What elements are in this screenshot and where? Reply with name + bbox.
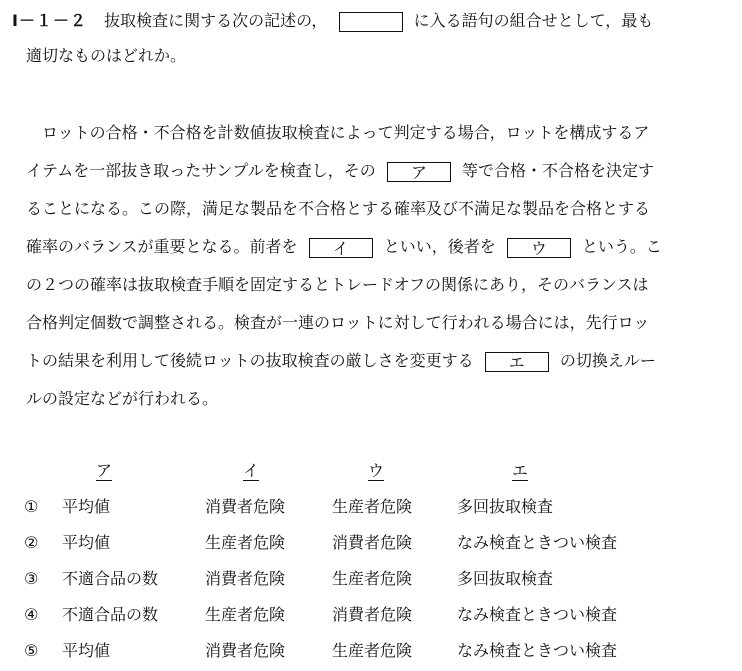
passage-text: 合格判定個数で調整される。検査が一連のロットに対して行われる場合には，先行ロッ [26,313,650,332]
choice-2-number[interactable]: ② [24,533,39,552]
choice-3-e: 多回抜取検査 [457,569,554,588]
passage-text: という。こ [581,237,662,256]
blank-u-box: ウ [507,238,571,258]
header-i: イ [243,461,260,480]
passage-line-2 [26,160,654,182]
passage-line-7 [26,350,656,372]
question-prompt-line2: 適切なものはどれか。 [26,46,187,65]
choice-4-a: 不適合品の数 [62,605,159,624]
passage-line-6 [26,312,649,334]
passage-line-3 [26,198,650,220]
passage-text: ロットの合格・不合格を計数値抜取検査によって判定する場合，ロットを構成するア [42,123,650,142]
passage-text: といい，後者を [383,237,496,256]
choice-4-u: 消費者危険 [332,605,413,624]
choice-3-number[interactable]: ③ [24,569,39,588]
question-line-2 [26,45,186,67]
header-e: エ [512,461,529,480]
header-a: ア [96,461,113,480]
blank-e-box: エ [485,352,549,372]
blank-box-empty [339,12,403,32]
passage-text: の２つの確率は抜取検査手順を固定するとトレードオフの関係にあり，そのバランスは [26,275,649,294]
choice-4-e: なみ検査ときつい検査 [457,605,618,624]
choice-3-u: 生産者危険 [332,569,413,588]
choice-1-a: 平均値 [62,497,111,516]
passage-text: イテムを一部抜き取ったサンプルを検査し，その [26,161,376,180]
choice-5-e: なみ検査ときつい検査 [457,641,618,660]
passage-text: トの結果を利用して後続ロットの抜取検査の厳しさを変更する [26,351,474,370]
passage-text: 等で合格・不合格を決定す [461,161,654,180]
question-prompt-end: に入る語句の組合せとして，最も [413,11,654,30]
choice-2-i: 生産者危険 [205,533,286,552]
choice-2-u: 消費者危険 [332,533,413,552]
choice-5-number[interactable]: ⑤ [24,641,39,660]
choice-3-i: 消費者危険 [205,569,286,588]
passage-text: の切換えルー [559,351,656,370]
passage-line-4 [26,236,662,258]
blank-i-box: イ [309,238,373,258]
passage-text: 確率のバランスが重要となる。前者を [26,237,298,256]
choice-5-i: 消費者危険 [205,641,286,660]
passage-line-1 [42,122,649,144]
choice-2-a: 平均値 [62,533,111,552]
choice-5-a: 平均値 [62,641,111,660]
passage-line-8 [26,388,218,410]
passage-text: ることになる。この際，満足な製品を不合格とする確率及び不満足な製品を合格とする [26,199,651,218]
choice-4-number[interactable]: ④ [24,605,39,624]
choice-3-a: 不適合品の数 [62,569,159,588]
passage-line-5 [26,274,649,296]
choice-1-u: 生産者危険 [332,497,413,516]
choice-4-i: 生産者危険 [205,605,286,624]
question-prompt-start: 抜取検査に関する次の記述の， [104,11,328,30]
blank-a-box: ア [387,162,451,182]
choice-1-e: 多回抜取検査 [457,497,554,516]
question-number: Ⅰ－１－２ [12,11,87,30]
header-u: ウ [368,461,385,480]
choice-1-i: 消費者危険 [205,497,286,516]
question-line-1 [12,10,653,32]
choice-1-number[interactable]: ① [24,497,39,516]
choice-2-e: なみ検査ときつい検査 [457,533,618,552]
choice-5-u: 生産者危険 [332,641,413,660]
passage-text: ルの設定などが行われる。 [26,389,219,408]
